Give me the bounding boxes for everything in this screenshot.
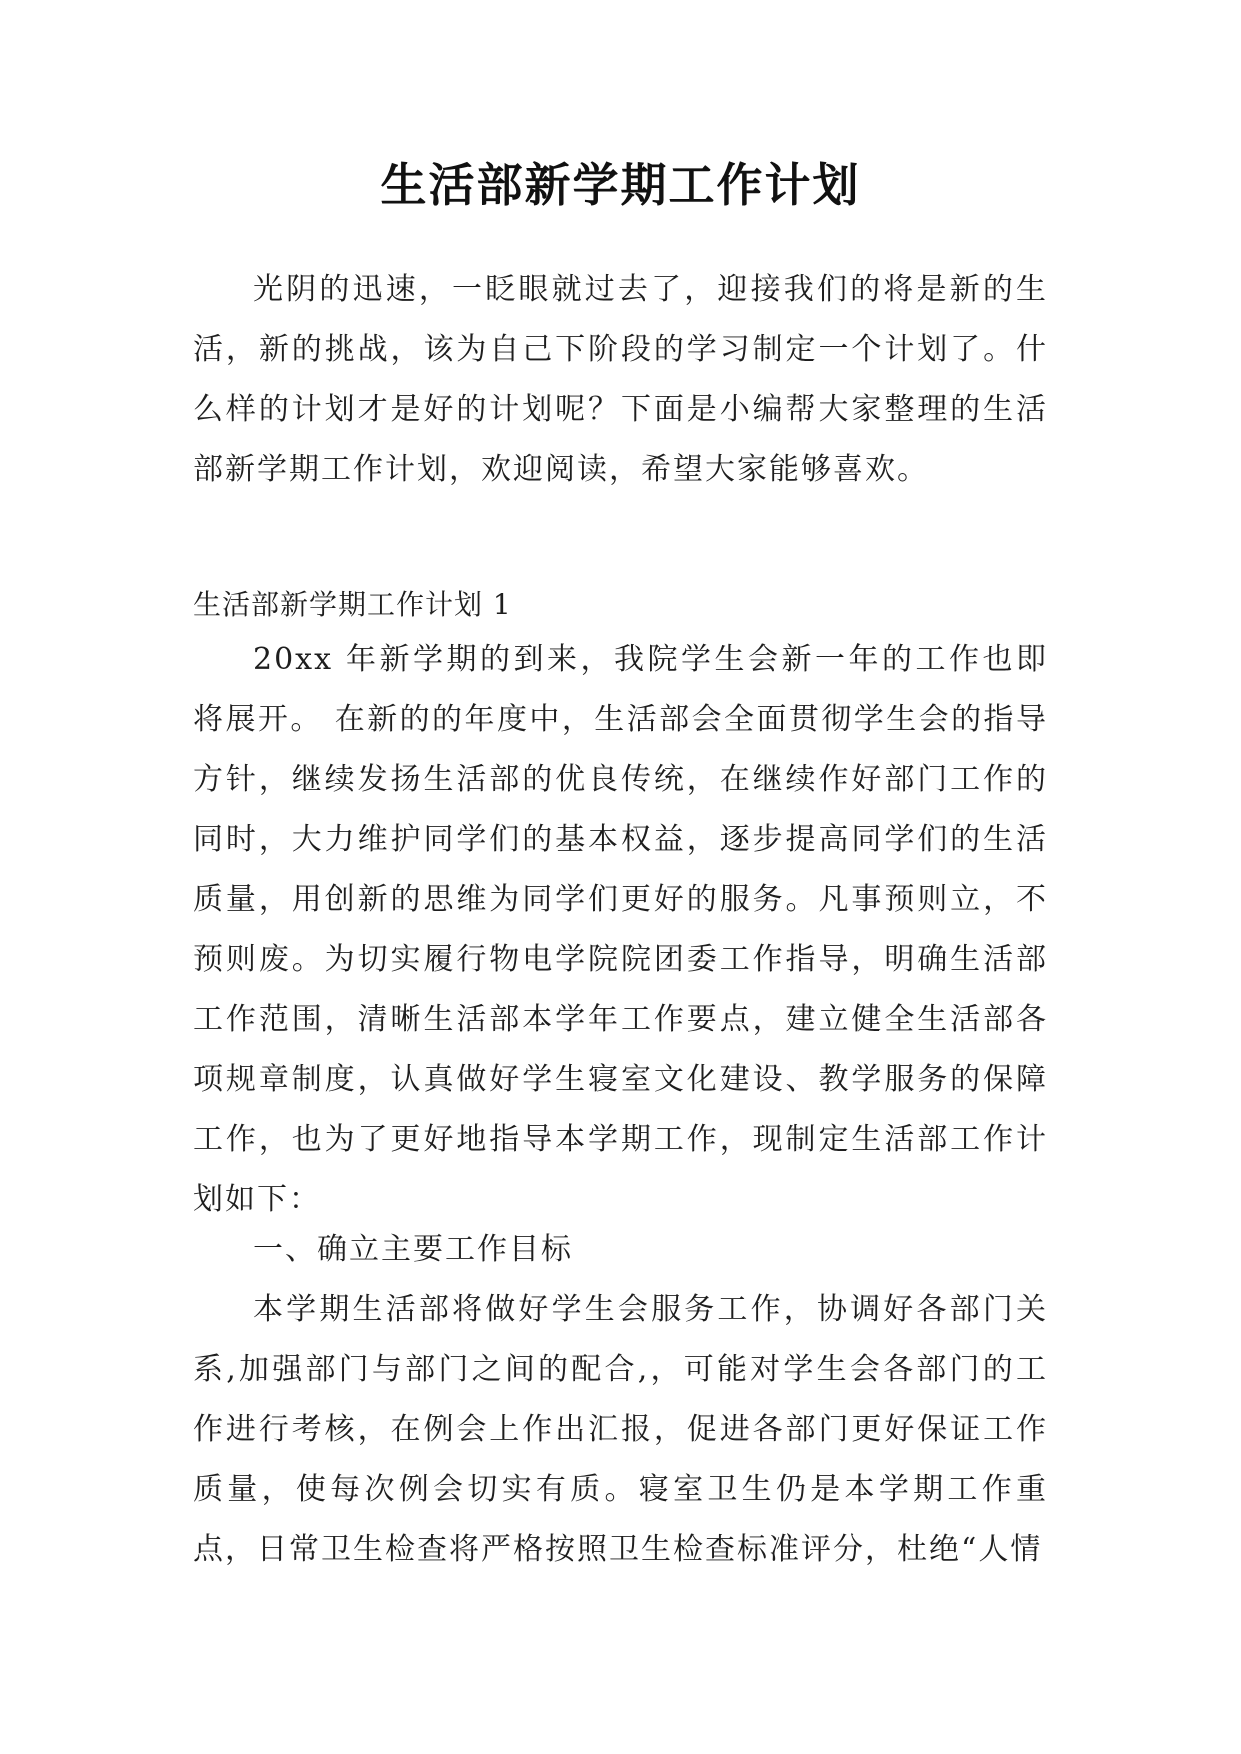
body-paragraph-2: 本学期生活部将做好学生会服务工作，协调好各部门关系,加强部门与部门之间的配合,，可能对学生会各部门的工作进行考核，在例会上作出汇报，促进各部门更好保证工作质量，使每次例会切实有质。寝室卫生仍是本学期工作重点，日常卫生检查将严格按照卫生检查标准评分，杜绝“人情 — [193, 1292, 1048, 1567]
intro-paragraph: 光阴的迅速，一眨眼就过去了，迎接我们的将是新的生活，新的挑战，该为自己下阶段的学习制定一个计划了。什么样的计划才是好的计划呢？下面是小编帮大家整理的生活部新学期工作计划，欢迎阅读，希望大家能够喜欢。 — [193, 272, 1048, 487]
document-title: 生活部新学期工作计划 — [380, 158, 861, 212]
body-paragraph-1: 20xx 年新学期的到来，我院学生会新一年的工作也即将展开。 在新的的年度中，生活部会全面贯彻学生会的指导方针，继续发扬生活部的优良传统，在继续作好部门工作的同时，大力维护同学们的基本权益，逐步提高同学们的生活质量，用创新的思维为同学们更好的服务。凡事预则立，不预则废。为切实履行物电学院院团委工作指导，明确生活部工作范围，清晰生活部本学年工作要点，建立健全生活部各项规章制度，认真做好学生寝室文化建设、教学服务的保障工作，也为了更好地指导本学期工作，现制定生活部工作计划如下： — [193, 642, 1048, 1217]
section-heading: 生活部新学期工作计划 1 — [193, 588, 512, 621]
subheading-goals: 一、确立主要工作目标 — [253, 1232, 573, 1267]
